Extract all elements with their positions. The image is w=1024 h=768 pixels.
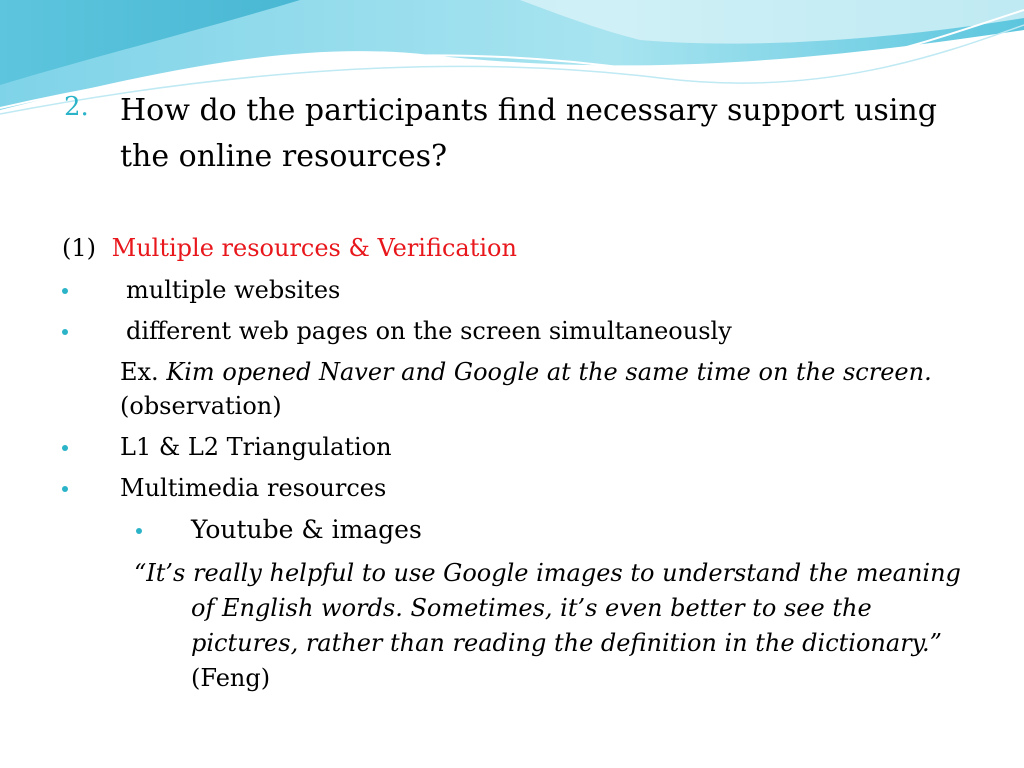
bullet-icon	[62, 288, 68, 294]
sub-bullet-icon	[136, 528, 142, 534]
example-prefix: Ex.	[120, 358, 159, 386]
bullet-item: Multimedia resources	[120, 474, 387, 502]
example-suffix: (observation)	[120, 392, 282, 420]
section-marker: (1)	[62, 234, 96, 262]
bullet-item: L1 & L2 Triangulation	[120, 433, 392, 461]
bullet-icon	[62, 329, 68, 335]
quote-text: “It’s really helpful to use Google images to understand the meaning of English words. Sometimes, it’s even better to see the pictures, rather than reading the definition in the dictionary.”	[134, 559, 961, 657]
sub-bullet-item: Youtube & images	[191, 515, 422, 544]
bullet-icon	[62, 445, 68, 451]
section-title: Multiple resources & Verification	[111, 234, 517, 262]
bullet-item: multiple websites	[126, 276, 341, 304]
bullet-item: different web pages on the screen simultaneously	[126, 317, 732, 345]
example-line	[120, 355, 932, 389]
question-text: How do the participants find necessary support using the online resources?	[120, 93, 937, 174]
quote-attribution: (Feng)	[191, 664, 271, 692]
question-number: 2.	[64, 92, 89, 122]
section-heading	[62, 231, 517, 265]
quote-block	[134, 556, 961, 696]
example-text: Kim opened Naver and Google at the same time on the screen.	[166, 358, 932, 386]
bullet-icon	[62, 486, 68, 492]
